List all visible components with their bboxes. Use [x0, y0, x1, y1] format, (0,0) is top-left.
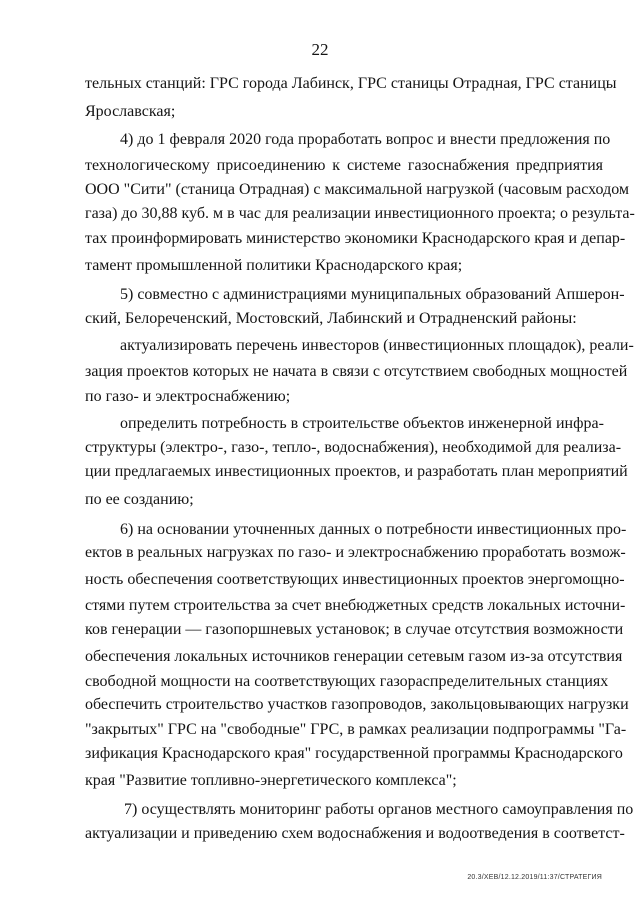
text-line: структуры (электро-, газо-, тепло-, водоснабжения), необходимой для реализа-	[85, 439, 622, 456]
text-line: 4) до 1 февраля 2020 года проработать вопрос и внести предложения по	[120, 131, 611, 148]
text-line: Ярославская;	[85, 103, 176, 120]
text-line: 7) осуществлять мониторинг работы органов местного самоуправления по	[124, 801, 634, 818]
text-line: газа) до 30,88 куб. м в час для реализации инвестиционного проекта; о результа-	[85, 205, 635, 222]
text-line: 5) совместно с администрациями муниципальных образований Апшерон-	[120, 286, 625, 303]
text-line: технологическому присоединению к системе газоснабжения предприятия	[85, 157, 603, 174]
text-line: по газо- и электроснабжению;	[85, 388, 291, 405]
text-line: актуализировать перечень инвесторов (инвестиционных площадок), реали-	[120, 337, 634, 354]
text-line: определить потребность в строительстве объектов инженерной инфра-	[120, 415, 604, 432]
text-line: "закрытых" ГРС на "свободные" ГРС, в рамках реализации подпрограммы "Га-	[85, 721, 627, 738]
text-line: обеспечения локальных источников генерации сетевым газом из-за отсутствия	[85, 648, 623, 665]
text-line: ООО "Сити" (станица Отрадная) с максимальной нагрузкой (часовым расходом	[85, 181, 630, 198]
text-line: края "Развитие топливно-энергетического комплекса";	[85, 772, 457, 789]
text-line: тельных станций: ГРС города Лабинск, ГРС станицы Отрадная, ГРС станицы	[85, 75, 617, 92]
text-line: тамент промышленной политики Краснодарского края;	[85, 257, 463, 274]
text-line: ков генерации — газопоршневых установок; в случае отсутствия возможности	[85, 621, 624, 638]
text-line: ский, Белореченский, Мостовский, Лабинский и Отрадненский районы:	[85, 310, 577, 327]
text-line: ность обеспечения соответствующих инвестиционных проектов энергомощно-	[85, 571, 625, 588]
footer-stamp: 20.3/ХЕВ/12.12.2019/11:37/СТРАТЕГИЯ	[467, 874, 602, 881]
text-line: обеспечить строительство участков газопроводов, закольцовывающих нагрузки	[85, 696, 629, 713]
text-line: по ее созданию;	[85, 491, 194, 508]
text-line: свободной мощности на соответствующих газораспределительных станциях	[85, 673, 609, 690]
text-line: зификация Краснодарского края" государственной программы Краснодарского	[85, 745, 623, 762]
text-line: ции предлагаемых инвестиционных проектов, и разработать план мероприятий	[85, 463, 628, 480]
page-number: 22	[311, 40, 329, 59]
text-line: ектов в реальных нагрузках по газо- и электроснабжению проработать возмож-	[85, 544, 626, 561]
text-line: тах проинформировать министерство экономики Краснодарского края и депар-	[85, 230, 626, 247]
text-line: зация проектов которых не начата в связи с отсутствием свободных мощностей	[85, 363, 628, 380]
text-line: актуализации и приведению схем водоснабжения и водоотведения в соответст-	[85, 825, 625, 842]
text-line: стями путем строительства за счет внебюджетных средств локальных источни-	[85, 597, 626, 614]
text-line: 6) на основании уточненных данных о потребности инвестиционных про-	[120, 521, 627, 538]
